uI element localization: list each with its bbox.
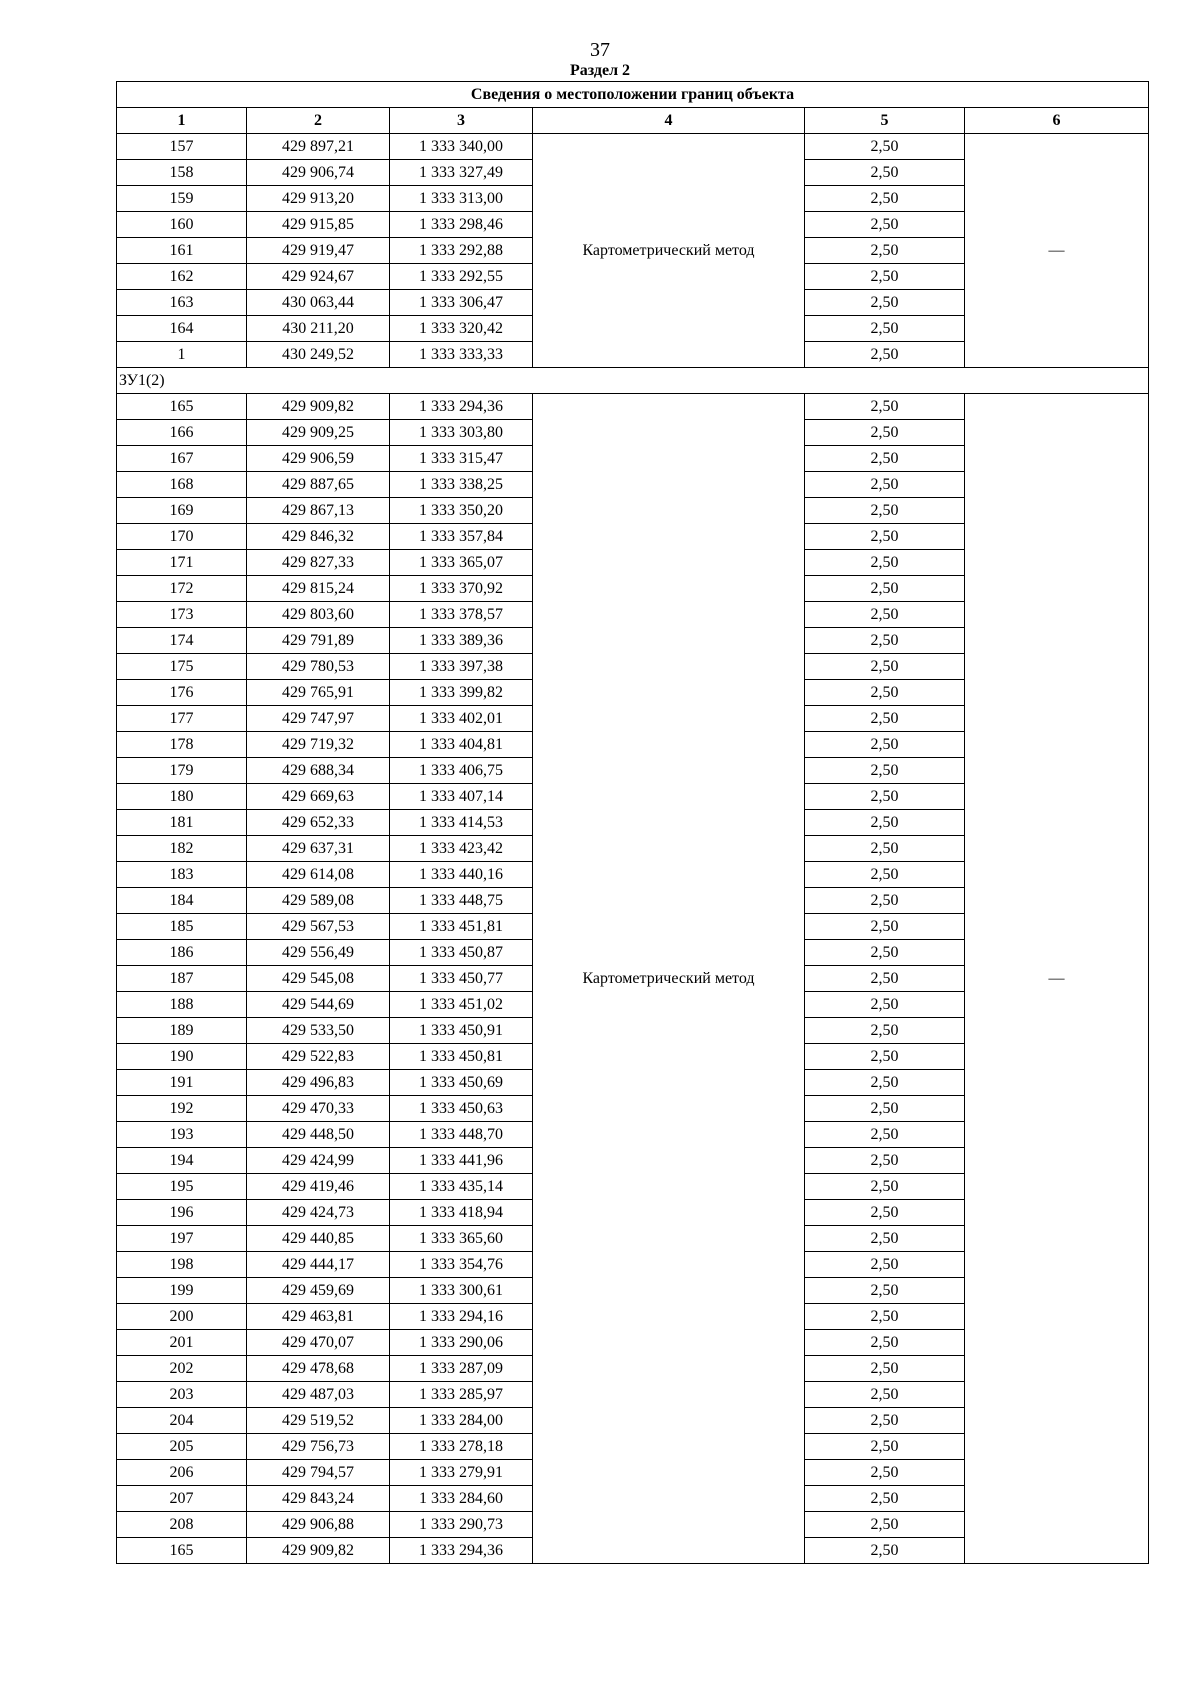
table-title: Сведения о местоположении границ объекта [117,82,1149,108]
point-number-cell: 176 [117,680,247,706]
y-coordinate-cell: 1 333 423,42 [390,836,533,862]
accuracy-cell: 2,50 [805,1356,965,1382]
column-header-5: 5 [805,108,965,134]
y-coordinate-cell: 1 333 389,36 [390,628,533,654]
col6-cell: — [965,134,1149,368]
y-coordinate-cell: 1 333 414,53 [390,810,533,836]
point-number-cell: 163 [117,290,247,316]
x-coordinate-cell: 429 470,33 [247,1096,390,1122]
table-title-row [117,82,1149,108]
x-coordinate-cell: 429 915,85 [247,212,390,238]
accuracy-cell: 2,50 [805,680,965,706]
accuracy-cell: 2,50 [805,212,965,238]
accuracy-cell: 2,50 [805,1382,965,1408]
y-coordinate-cell: 1 333 287,09 [390,1356,533,1382]
x-coordinate-cell: 429 827,33 [247,550,390,576]
table-row [117,134,1149,160]
table-row [117,394,1149,420]
accuracy-cell: 2,50 [805,1304,965,1330]
accuracy-cell: 2,50 [805,1460,965,1486]
point-number-cell: 187 [117,966,247,992]
accuracy-cell: 2,50 [805,888,965,914]
point-number-cell: 173 [117,602,247,628]
x-coordinate-cell: 429 522,83 [247,1044,390,1070]
x-coordinate-cell: 429 867,13 [247,498,390,524]
accuracy-cell: 2,50 [805,1174,965,1200]
y-coordinate-cell: 1 333 284,00 [390,1408,533,1434]
x-coordinate-cell: 429 794,57 [247,1460,390,1486]
accuracy-cell: 2,50 [805,1278,965,1304]
accuracy-cell: 2,50 [805,732,965,758]
y-coordinate-cell: 1 333 450,77 [390,966,533,992]
y-coordinate-cell: 1 333 370,92 [390,576,533,602]
point-number-cell: 168 [117,472,247,498]
accuracy-cell: 2,50 [805,1226,965,1252]
x-coordinate-cell: 429 440,85 [247,1226,390,1252]
x-coordinate-cell: 429 688,34 [247,758,390,784]
point-number-cell: 170 [117,524,247,550]
point-number-cell: 191 [117,1070,247,1096]
x-coordinate-cell: 429 669,63 [247,784,390,810]
point-number-cell: 183 [117,862,247,888]
x-coordinate-cell: 429 478,68 [247,1356,390,1382]
point-number-cell: 184 [117,888,247,914]
group-label-row [117,368,1149,394]
x-coordinate-cell: 429 756,73 [247,1434,390,1460]
x-coordinate-cell: 429 719,32 [247,732,390,758]
table-body [117,82,1149,1564]
accuracy-cell: 2,50 [805,836,965,862]
y-coordinate-cell: 1 333 418,94 [390,1200,533,1226]
y-coordinate-cell: 1 333 450,63 [390,1096,533,1122]
point-number-cell: 196 [117,1200,247,1226]
group-label: ЗУ1(2) [117,368,1149,394]
y-coordinate-cell: 1 333 306,47 [390,290,533,316]
accuracy-cell: 2,50 [805,134,965,160]
accuracy-cell: 2,50 [805,576,965,602]
point-number-cell: 177 [117,706,247,732]
x-coordinate-cell: 429 906,88 [247,1512,390,1538]
y-coordinate-cell: 1 333 450,87 [390,940,533,966]
x-coordinate-cell: 429 919,47 [247,238,390,264]
accuracy-cell: 2,50 [805,1538,965,1564]
point-number-cell: 159 [117,186,247,212]
x-coordinate-cell: 429 906,59 [247,446,390,472]
x-coordinate-cell: 429 909,82 [247,1538,390,1564]
column-header-1: 1 [117,108,247,134]
y-coordinate-cell: 1 333 378,57 [390,602,533,628]
y-coordinate-cell: 1 333 399,82 [390,680,533,706]
point-number-cell: 199 [117,1278,247,1304]
y-coordinate-cell: 1 333 402,01 [390,706,533,732]
col6-cell: — [965,394,1149,1564]
x-coordinate-cell: 429 424,99 [247,1148,390,1174]
x-coordinate-cell: 429 909,82 [247,394,390,420]
accuracy-cell: 2,50 [805,1330,965,1356]
accuracy-cell: 2,50 [805,342,965,368]
x-coordinate-cell: 429 803,60 [247,602,390,628]
y-coordinate-cell: 1 333 292,55 [390,264,533,290]
x-coordinate-cell: 429 545,08 [247,966,390,992]
x-coordinate-cell: 429 887,65 [247,472,390,498]
method-cell: Картометрический метод [533,394,805,1564]
x-coordinate-cell: 429 846,32 [247,524,390,550]
y-coordinate-cell: 1 333 285,97 [390,1382,533,1408]
point-number-cell: 166 [117,420,247,446]
x-coordinate-cell: 429 470,07 [247,1330,390,1356]
x-coordinate-cell: 429 487,03 [247,1382,390,1408]
section-title: Раздел 2 [569,62,631,79]
x-coordinate-cell: 429 444,17 [247,1252,390,1278]
point-number-cell: 179 [117,758,247,784]
x-coordinate-cell: 429 496,83 [247,1070,390,1096]
accuracy-cell: 2,50 [805,654,965,680]
y-coordinate-cell: 1 333 435,14 [390,1174,533,1200]
point-number-cell: 203 [117,1382,247,1408]
x-coordinate-cell: 430 063,44 [247,290,390,316]
column-header-2: 2 [247,108,390,134]
y-coordinate-cell: 1 333 448,70 [390,1122,533,1148]
accuracy-cell: 2,50 [805,1512,965,1538]
y-coordinate-cell: 1 333 451,02 [390,992,533,1018]
y-coordinate-cell: 1 333 303,80 [390,420,533,446]
y-coordinate-cell: 1 333 294,16 [390,1304,533,1330]
accuracy-cell: 2,50 [805,472,965,498]
y-coordinate-cell: 1 333 300,61 [390,1278,533,1304]
y-coordinate-cell: 1 333 313,00 [390,186,533,212]
y-coordinate-cell: 1 333 397,38 [390,654,533,680]
accuracy-cell: 2,50 [805,1122,965,1148]
y-coordinate-cell: 1 333 407,14 [390,784,533,810]
accuracy-cell: 2,50 [805,1408,965,1434]
y-coordinate-cell: 1 333 450,91 [390,1018,533,1044]
point-number-cell: 158 [117,160,247,186]
x-coordinate-cell: 429 424,73 [247,1200,390,1226]
point-number-cell: 197 [117,1226,247,1252]
y-coordinate-cell: 1 333 340,00 [390,134,533,160]
x-coordinate-cell: 429 815,24 [247,576,390,602]
column-header-3: 3 [390,108,533,134]
point-number-cell: 189 [117,1018,247,1044]
accuracy-cell: 2,50 [805,1148,965,1174]
x-coordinate-cell: 429 780,53 [247,654,390,680]
x-coordinate-cell: 429 765,91 [247,680,390,706]
point-number-cell: 1 [117,342,247,368]
point-number-cell: 190 [117,1044,247,1070]
accuracy-cell: 2,50 [805,1070,965,1096]
boundary-coordinates-table [116,81,1149,1564]
point-number-cell: 208 [117,1512,247,1538]
y-coordinate-cell: 1 333 279,91 [390,1460,533,1486]
y-coordinate-cell: 1 333 333,33 [390,342,533,368]
point-number-cell: 185 [117,914,247,940]
point-number-cell: 200 [117,1304,247,1330]
x-coordinate-cell: 429 567,53 [247,914,390,940]
accuracy-cell: 2,50 [805,862,965,888]
x-coordinate-cell: 429 556,49 [247,940,390,966]
point-number-cell: 205 [117,1434,247,1460]
point-number-cell: 188 [117,992,247,1018]
point-number-cell: 195 [117,1174,247,1200]
y-coordinate-cell: 1 333 294,36 [390,1538,533,1564]
accuracy-cell: 2,50 [805,914,965,940]
y-coordinate-cell: 1 333 290,73 [390,1512,533,1538]
x-coordinate-cell: 429 463,81 [247,1304,390,1330]
accuracy-cell: 2,50 [805,940,965,966]
accuracy-cell: 2,50 [805,706,965,732]
point-number-cell: 207 [117,1486,247,1512]
y-coordinate-cell: 1 333 290,06 [390,1330,533,1356]
accuracy-cell: 2,50 [805,758,965,784]
accuracy-cell: 2,50 [805,628,965,654]
accuracy-cell: 2,50 [805,498,965,524]
accuracy-cell: 2,50 [805,966,965,992]
accuracy-cell: 2,50 [805,1018,965,1044]
point-number-cell: 192 [117,1096,247,1122]
y-coordinate-cell: 1 333 451,81 [390,914,533,940]
column-header-row [117,108,1149,134]
y-coordinate-cell: 1 333 365,07 [390,550,533,576]
y-coordinate-cell: 1 333 284,60 [390,1486,533,1512]
y-coordinate-cell: 1 333 315,47 [390,446,533,472]
x-coordinate-cell: 429 913,20 [247,186,390,212]
y-coordinate-cell: 1 333 327,49 [390,160,533,186]
point-number-cell: 160 [117,212,247,238]
accuracy-cell: 2,50 [805,784,965,810]
point-number-cell: 165 [117,1538,247,1564]
y-coordinate-cell: 1 333 292,88 [390,238,533,264]
y-coordinate-cell: 1 333 278,18 [390,1434,533,1460]
x-coordinate-cell: 429 614,08 [247,862,390,888]
point-number-cell: 182 [117,836,247,862]
accuracy-cell: 2,50 [805,264,965,290]
accuracy-cell: 2,50 [805,1044,965,1070]
accuracy-cell: 2,50 [805,316,965,342]
point-number-cell: 198 [117,1252,247,1278]
point-number-cell: 194 [117,1148,247,1174]
x-coordinate-cell: 429 519,52 [247,1408,390,1434]
accuracy-cell: 2,50 [805,1434,965,1460]
y-coordinate-cell: 1 333 404,81 [390,732,533,758]
x-coordinate-cell: 430 211,20 [247,316,390,342]
y-coordinate-cell: 1 333 448,75 [390,888,533,914]
y-coordinate-cell: 1 333 450,81 [390,1044,533,1070]
x-coordinate-cell: 429 909,25 [247,420,390,446]
x-coordinate-cell: 429 843,24 [247,1486,390,1512]
point-number-cell: 171 [117,550,247,576]
x-coordinate-cell: 429 637,31 [247,836,390,862]
accuracy-cell: 2,50 [805,992,965,1018]
x-coordinate-cell: 430 249,52 [247,342,390,368]
accuracy-cell: 2,50 [805,446,965,472]
y-coordinate-cell: 1 333 298,46 [390,212,533,238]
y-coordinate-cell: 1 333 406,75 [390,758,533,784]
point-number-cell: 181 [117,810,247,836]
x-coordinate-cell: 429 652,33 [247,810,390,836]
x-coordinate-cell: 429 791,89 [247,628,390,654]
accuracy-cell: 2,50 [805,1200,965,1226]
accuracy-cell: 2,50 [805,524,965,550]
x-coordinate-cell: 429 459,69 [247,1278,390,1304]
y-coordinate-cell: 1 333 338,25 [390,472,533,498]
x-coordinate-cell: 429 924,67 [247,264,390,290]
accuracy-cell: 2,50 [805,602,965,628]
point-number-cell: 206 [117,1460,247,1486]
y-coordinate-cell: 1 333 350,20 [390,498,533,524]
accuracy-cell: 2,50 [805,290,965,316]
point-number-cell: 169 [117,498,247,524]
point-number-cell: 178 [117,732,247,758]
point-number-cell: 157 [117,134,247,160]
point-number-cell: 193 [117,1122,247,1148]
point-number-cell: 186 [117,940,247,966]
point-number-cell: 174 [117,628,247,654]
accuracy-cell: 2,50 [805,420,965,446]
x-coordinate-cell: 429 544,69 [247,992,390,1018]
accuracy-cell: 2,50 [805,186,965,212]
point-number-cell: 161 [117,238,247,264]
x-coordinate-cell: 429 897,21 [247,134,390,160]
point-number-cell: 180 [117,784,247,810]
page-number: 37 [590,39,610,61]
y-coordinate-cell: 1 333 320,42 [390,316,533,342]
point-number-cell: 167 [117,446,247,472]
accuracy-cell: 2,50 [805,550,965,576]
point-number-cell: 204 [117,1408,247,1434]
accuracy-cell: 2,50 [805,1096,965,1122]
point-number-cell: 162 [117,264,247,290]
point-number-cell: 202 [117,1356,247,1382]
accuracy-cell: 2,50 [805,238,965,264]
accuracy-cell: 2,50 [805,1252,965,1278]
y-coordinate-cell: 1 333 294,36 [390,394,533,420]
point-number-cell: 201 [117,1330,247,1356]
y-coordinate-cell: 1 333 354,76 [390,1252,533,1278]
accuracy-cell: 2,50 [805,394,965,420]
point-number-cell: 175 [117,654,247,680]
column-header-4: 4 [533,108,805,134]
point-number-cell: 165 [117,394,247,420]
x-coordinate-cell: 429 906,74 [247,160,390,186]
y-coordinate-cell: 1 333 365,60 [390,1226,533,1252]
accuracy-cell: 2,50 [805,1486,965,1512]
x-coordinate-cell: 429 448,50 [247,1122,390,1148]
y-coordinate-cell: 1 333 357,84 [390,524,533,550]
accuracy-cell: 2,50 [805,160,965,186]
y-coordinate-cell: 1 333 441,96 [390,1148,533,1174]
y-coordinate-cell: 1 333 440,16 [390,862,533,888]
x-coordinate-cell: 429 419,46 [247,1174,390,1200]
column-header-6: 6 [965,108,1149,134]
x-coordinate-cell: 429 747,97 [247,706,390,732]
accuracy-cell: 2,50 [805,810,965,836]
point-number-cell: 164 [117,316,247,342]
x-coordinate-cell: 429 533,50 [247,1018,390,1044]
y-coordinate-cell: 1 333 450,69 [390,1070,533,1096]
method-cell: Картометрический метод [533,134,805,368]
point-number-cell: 172 [117,576,247,602]
x-coordinate-cell: 429 589,08 [247,888,390,914]
